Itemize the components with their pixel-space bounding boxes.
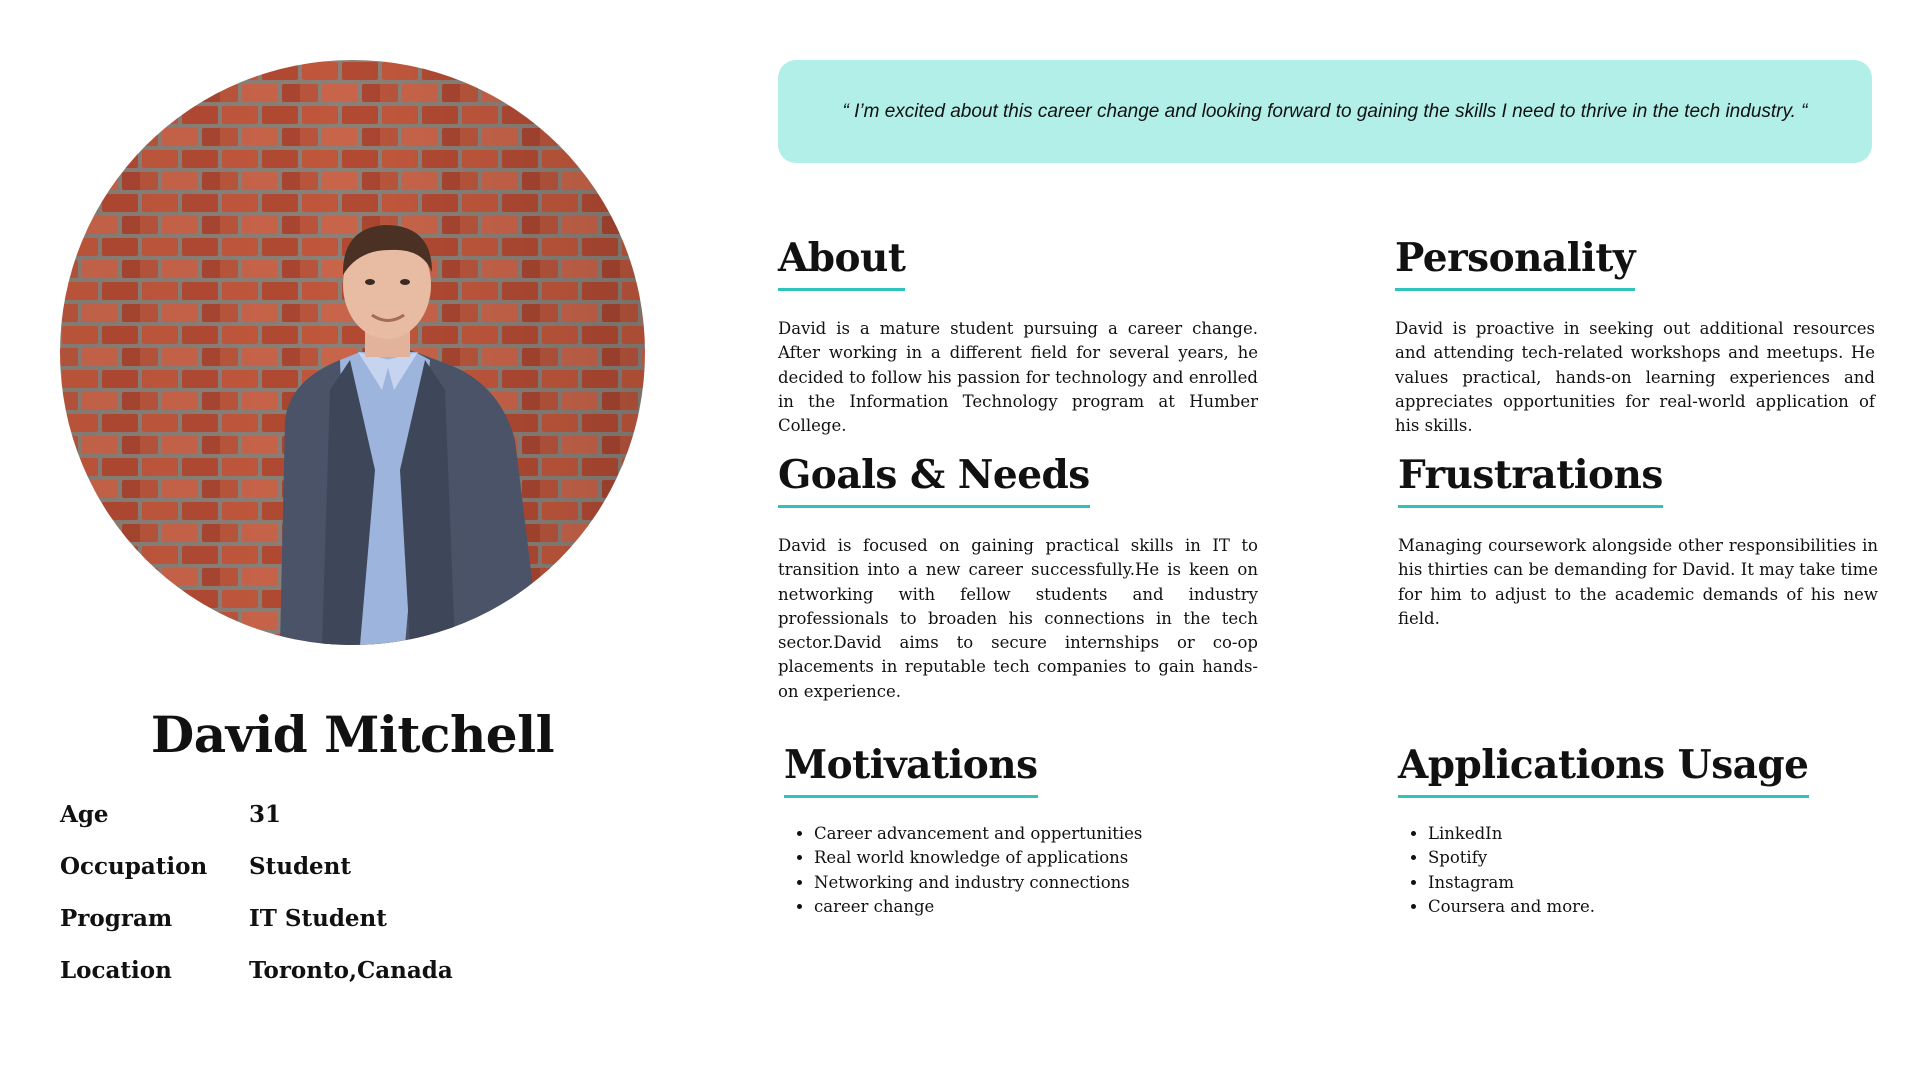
fact-row-occupation (60, 840, 600, 892)
fact-value: IT Student (249, 904, 387, 932)
fact-row-location (60, 944, 600, 996)
quote-text: “ I’m excited about this career change and looking forward to gaining the skills I need to thrive in the tech industry. “ (842, 100, 1808, 122)
list-item: • Career advancement and oppertunities (814, 822, 1264, 846)
fact-label: Age (60, 800, 109, 828)
section-text: David is focused on gaining practical skills in IT to transition into a new career successfully.He is keen on networking with fellow students and industry professionals to broaden his connections in the tech sector.David aims to secure internships or co-op placements in reputable tech companies to gain hands-on experience. (778, 536, 1258, 701)
fact-row-age (60, 788, 600, 840)
section-heading: Applications Usage (1398, 739, 1809, 798)
section-heading: Frustrations (1398, 449, 1663, 508)
fact-value: 31 (249, 800, 282, 828)
section-heading: Personality (1395, 232, 1635, 291)
persona-name: David Mitchell (150, 705, 555, 764)
section-personality (1395, 232, 1875, 438)
section-frustrations (1398, 449, 1878, 631)
list-item: • Instagram (1428, 871, 1878, 895)
fact-row-program (60, 892, 600, 944)
list-item: • career change (814, 895, 1264, 919)
fact-value: Student (249, 852, 352, 880)
list-item: • Spotify (1428, 846, 1878, 870)
section-applications-usage (1398, 739, 1878, 919)
list-item: • Networking and industry connections (814, 871, 1264, 895)
section-goals-needs (778, 449, 1258, 704)
fact-label: Location (60, 956, 172, 984)
section-about (778, 232, 1258, 438)
profile-photo (60, 60, 645, 645)
section-text: Managing coursework alongside other responsibilities in his thirties can be demanding for David. It may take time for him to adjust to the academic demands of his new field. (1398, 536, 1878, 628)
fact-value: Toronto,Canada (249, 956, 453, 984)
persona-facts (60, 788, 600, 996)
fact-label: Occupation (60, 852, 208, 880)
list-item: • LinkedIn (1428, 822, 1878, 846)
list-item: • Real world knowledge of applications (814, 846, 1264, 870)
section-heading: About (778, 232, 905, 291)
section-text: David is proactive in seeking out additional resources and attending tech-related workshops and meetups. He values practical, hands-on learning experiences and appreciates opportunities for real-world application of his skills. (1395, 319, 1875, 436)
list-item: • Coursera and more. (1428, 895, 1878, 919)
fact-label: Program (60, 904, 173, 932)
section-heading: Motivations (784, 739, 1038, 798)
motivations-list (784, 822, 1264, 919)
section-motivations (784, 739, 1264, 919)
section-heading: Goals & Needs (778, 449, 1090, 508)
quote-banner (778, 60, 1872, 163)
applications-list (1398, 822, 1878, 919)
section-text: David is a mature student pursuing a career change. After working in a different field for several years, he decided to follow his passion for technology and enrolled in the Information Technology program at Humber College. (778, 319, 1258, 436)
